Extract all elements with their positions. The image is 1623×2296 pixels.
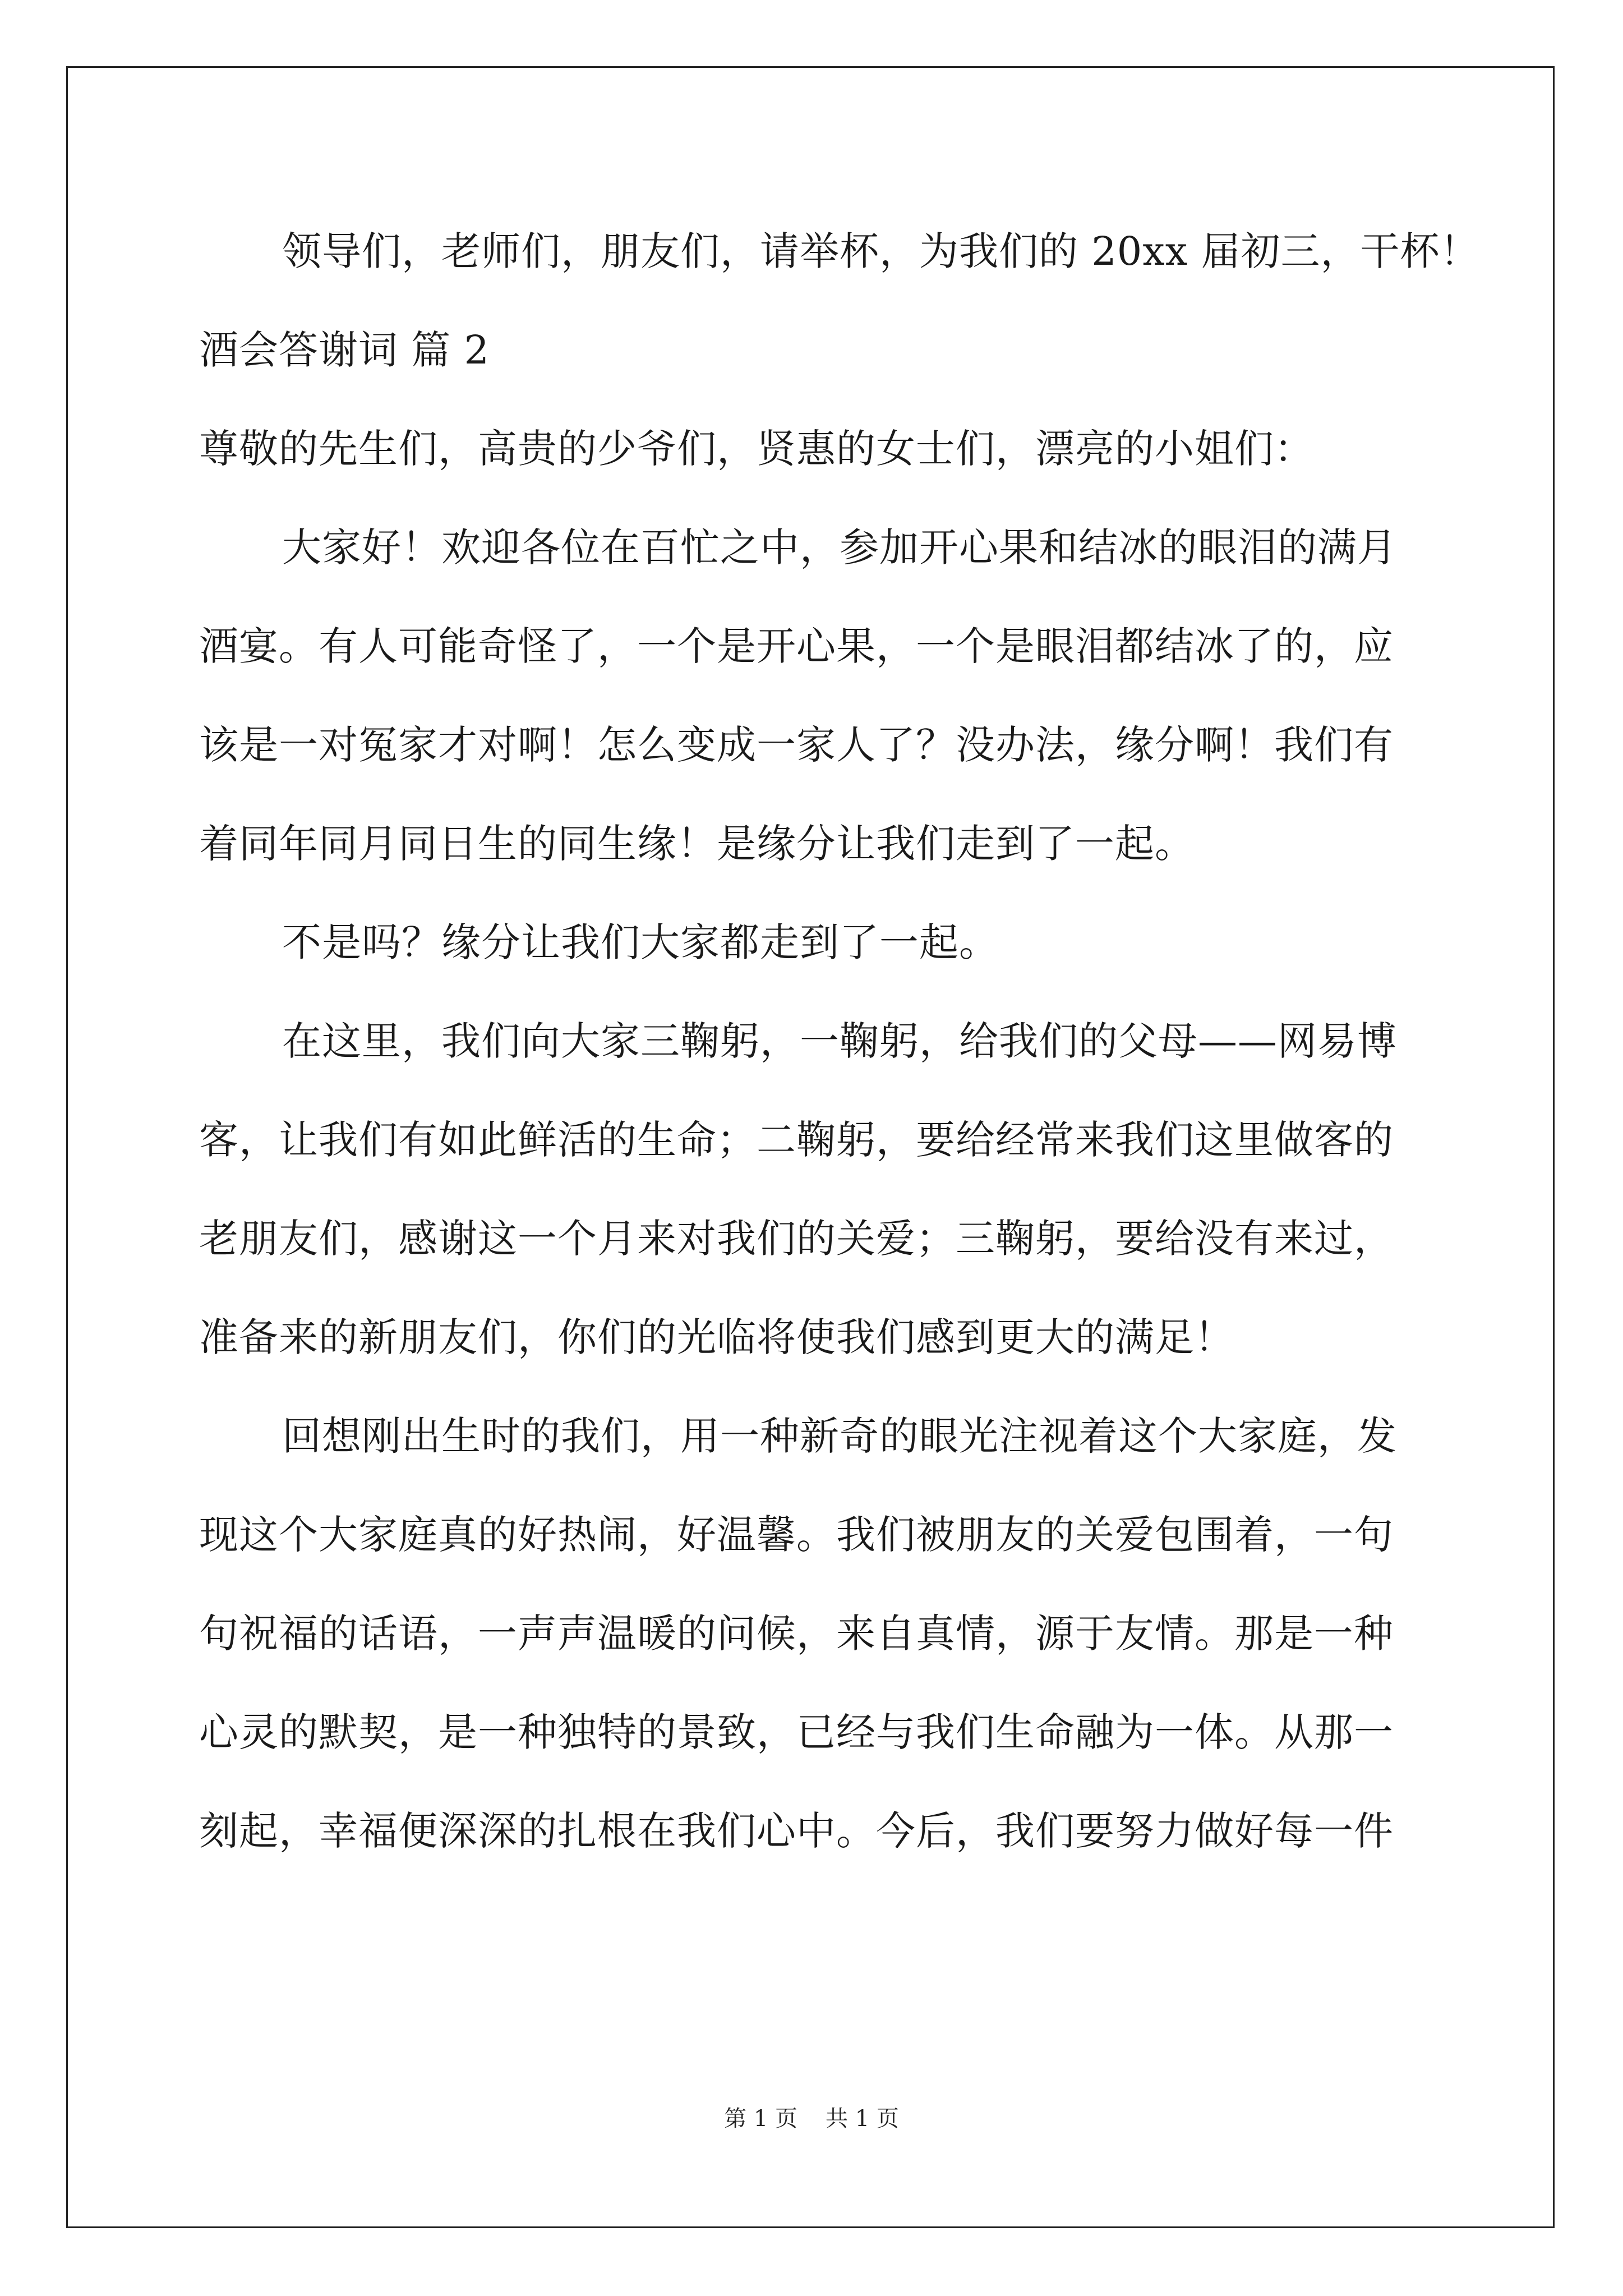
text-line: 着同年同月同日生的同生缘！是缘分让我们走到了一起。 (199, 821, 1195, 867)
salutation-line: 尊敬的先生们，高贵的少爷们，贤惠的女士们，漂亮的小姐们： (199, 426, 1314, 472)
text-line: 领导们，老师们，朋友们，请举杯，为我们的 20xx 届初三，干杯！ (282, 228, 1480, 274)
text-line: 客，让我们有如此鲜活的生命；二鞠躬，要给经常来我们这里做客的 (199, 1117, 1394, 1163)
text-line: 大家好！欢迎各位在百忙之中，参加开心果和结冰的眼泪的满月 (282, 524, 1397, 570)
page-number-total: 共 1 页 (826, 2106, 899, 2132)
text-line: 在这里，我们向大家三鞠躬，一鞠躬，给我们的父母——网易博 (282, 1018, 1397, 1064)
section-heading: 酒会答谢词 篇 2 (199, 327, 490, 373)
text-line: 老朋友们，感谢这一个月来对我们的关爱；三鞠躬，要给没有来过， (199, 1216, 1394, 1262)
text-line: 现这个大家庭真的好热闹，好温馨。我们被朋友的关爱包围着，一句 (199, 1512, 1394, 1558)
text-line: 酒宴。有人可能奇怪了，一个是开心果，一个是眼泪都结冰了的，应 (199, 623, 1394, 669)
text-line: 句祝福的话语，一声声温暖的问候，来自真情，源于友情。那是一种 (199, 1611, 1394, 1657)
document-body (199, 202, 1480, 1880)
text-line: 不是吗？缘分让我们大家都走到了一起。 (282, 919, 999, 965)
page-footer (0, 2101, 1623, 2133)
text-line: 刻起，幸福便深深的扎根在我们心中。今后，我们要努力做好每一件 (199, 1808, 1394, 1854)
text-line: 心灵的默契，是一种独特的景致，已经与我们生命融为一体。从那一 (199, 1709, 1394, 1755)
text-line: 回想刚出生时的我们，用一种新奇的眼光注视着这个大家庭，发 (282, 1413, 1397, 1459)
page-number-current: 第 1 页 (724, 2106, 797, 2132)
text-line: 准备来的新朋友们，你们的光临将使我们感到更大的满足！ (199, 1314, 1234, 1360)
text-line: 该是一对冤家才对啊！怎么变成一家人了？没办法，缘分啊！我们有 (199, 722, 1394, 768)
